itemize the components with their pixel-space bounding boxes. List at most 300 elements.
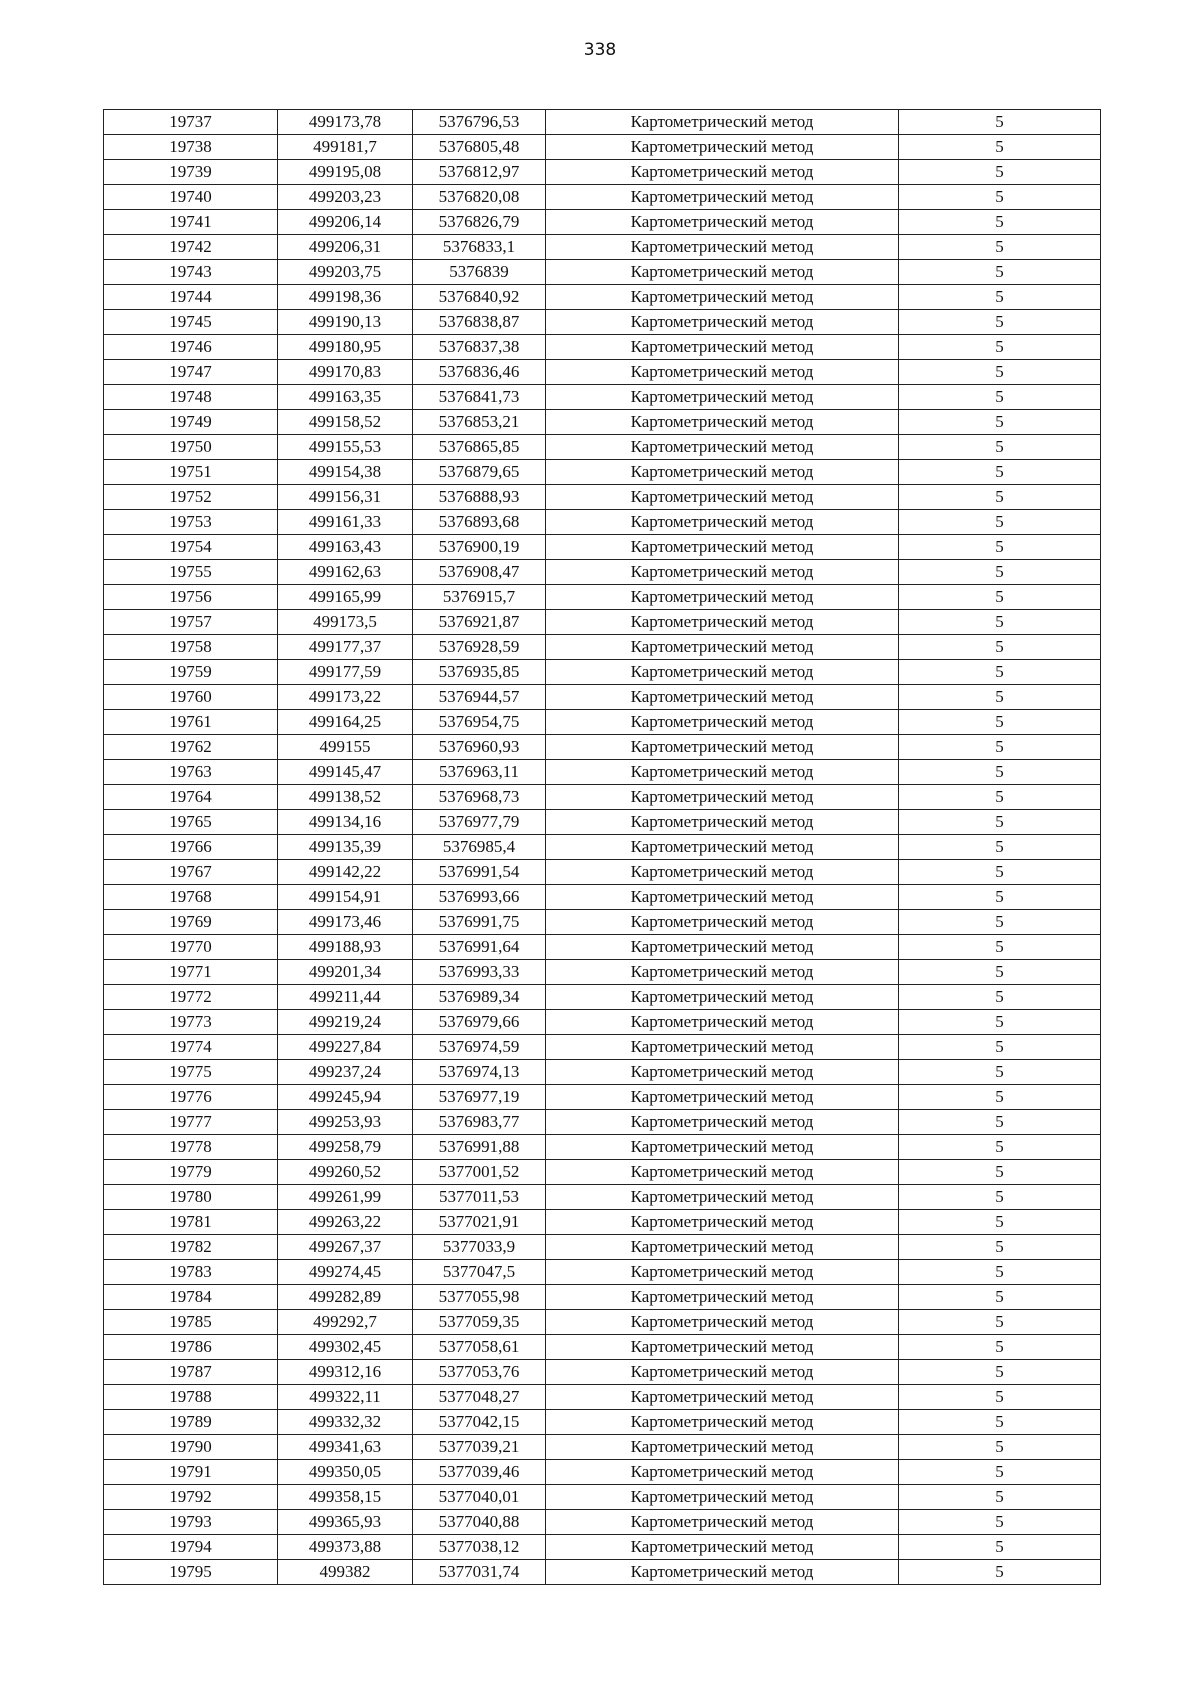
method-cell: Картометрический метод	[546, 635, 899, 660]
x-coordinate-cell: 499365,93	[278, 1510, 413, 1535]
method-cell: Картометрический метод	[546, 1060, 899, 1085]
y-coordinate-cell: 5376888,93	[413, 485, 546, 510]
x-coordinate-cell: 499158,52	[278, 410, 413, 435]
y-coordinate-cell: 5376837,38	[413, 335, 546, 360]
y-coordinate-cell: 5377055,98	[413, 1285, 546, 1310]
method-cell: Картометрический метод	[546, 685, 899, 710]
point-number-cell: 19751	[104, 460, 278, 485]
y-coordinate-cell: 5376983,77	[413, 1110, 546, 1135]
y-coordinate-cell: 5376796,53	[413, 110, 546, 135]
y-coordinate-cell: 5377039,46	[413, 1460, 546, 1485]
table-row	[104, 310, 1101, 335]
y-coordinate-cell: 5377031,74	[413, 1560, 546, 1585]
y-coordinate-cell: 5376944,57	[413, 685, 546, 710]
accuracy-cell: 5	[899, 1135, 1101, 1160]
y-coordinate-cell: 5376908,47	[413, 560, 546, 585]
table-row	[104, 1535, 1101, 1560]
y-coordinate-cell: 5377040,88	[413, 1510, 546, 1535]
table-row	[104, 885, 1101, 910]
x-coordinate-cell: 499253,93	[278, 1110, 413, 1135]
accuracy-cell: 5	[899, 760, 1101, 785]
point-number-cell: 19773	[104, 1010, 278, 1035]
table-row	[104, 1460, 1101, 1485]
table-row	[104, 935, 1101, 960]
accuracy-cell: 5	[899, 1335, 1101, 1360]
x-coordinate-cell: 499219,24	[278, 1010, 413, 1035]
x-coordinate-cell: 499154,38	[278, 460, 413, 485]
accuracy-cell: 5	[899, 710, 1101, 735]
accuracy-cell: 5	[899, 210, 1101, 235]
method-cell: Картометрический метод	[546, 510, 899, 535]
accuracy-cell: 5	[899, 1310, 1101, 1335]
accuracy-cell: 5	[899, 1385, 1101, 1410]
y-coordinate-cell: 5377058,61	[413, 1335, 546, 1360]
table-row	[104, 660, 1101, 685]
point-number-cell: 19785	[104, 1310, 278, 1335]
y-coordinate-cell: 5376820,08	[413, 185, 546, 210]
point-number-cell: 19771	[104, 960, 278, 985]
point-number-cell: 19746	[104, 335, 278, 360]
x-coordinate-cell: 499173,78	[278, 110, 413, 135]
accuracy-cell: 5	[899, 1010, 1101, 1035]
y-coordinate-cell: 5376963,11	[413, 760, 546, 785]
x-coordinate-cell: 499161,33	[278, 510, 413, 535]
x-coordinate-cell: 499170,83	[278, 360, 413, 385]
x-coordinate-cell: 499198,36	[278, 285, 413, 310]
method-cell: Картометрический метод	[546, 610, 899, 635]
x-coordinate-cell: 499173,22	[278, 685, 413, 710]
x-coordinate-cell: 499155	[278, 735, 413, 760]
point-number-cell: 19791	[104, 1460, 278, 1485]
method-cell: Картометрический метод	[546, 760, 899, 785]
table-row	[104, 1510, 1101, 1535]
point-number-cell: 19778	[104, 1135, 278, 1160]
method-cell: Картометрический метод	[546, 735, 899, 760]
method-cell: Картометрический метод	[546, 785, 899, 810]
x-coordinate-cell: 499145,47	[278, 760, 413, 785]
point-number-cell: 19795	[104, 1560, 278, 1585]
method-cell: Картометрический метод	[546, 1135, 899, 1160]
method-cell: Картометрический метод	[546, 310, 899, 335]
point-number-cell: 19741	[104, 210, 278, 235]
y-coordinate-cell: 5376915,7	[413, 585, 546, 610]
y-coordinate-cell: 5377053,76	[413, 1360, 546, 1385]
method-cell: Картометрический метод	[546, 1085, 899, 1110]
point-number-cell: 19745	[104, 310, 278, 335]
table-row	[104, 110, 1101, 135]
point-number-cell: 19777	[104, 1110, 278, 1135]
method-cell: Картометрический метод	[546, 410, 899, 435]
y-coordinate-cell: 5377011,53	[413, 1185, 546, 1210]
table-row	[104, 160, 1101, 185]
y-coordinate-cell: 5377038,12	[413, 1535, 546, 1560]
y-coordinate-cell: 5377042,15	[413, 1410, 546, 1435]
accuracy-cell: 5	[899, 685, 1101, 710]
y-coordinate-cell: 5376968,73	[413, 785, 546, 810]
y-coordinate-cell: 5376991,54	[413, 860, 546, 885]
y-coordinate-cell: 5377039,21	[413, 1435, 546, 1460]
point-number-cell: 19740	[104, 185, 278, 210]
method-cell: Картометрический метод	[546, 660, 899, 685]
x-coordinate-cell: 499237,24	[278, 1060, 413, 1085]
x-coordinate-cell: 499142,22	[278, 860, 413, 885]
x-coordinate-cell: 499206,31	[278, 235, 413, 260]
point-number-cell: 19784	[104, 1285, 278, 1310]
method-cell: Картометрический метод	[546, 1535, 899, 1560]
accuracy-cell: 5	[899, 1535, 1101, 1560]
table-row	[104, 460, 1101, 485]
method-cell: Картометрический метод	[546, 1485, 899, 1510]
y-coordinate-cell: 5376900,19	[413, 535, 546, 560]
accuracy-cell: 5	[899, 1510, 1101, 1535]
x-coordinate-cell: 499373,88	[278, 1535, 413, 1560]
accuracy-cell: 5	[899, 610, 1101, 635]
method-cell: Картометрический метод	[546, 885, 899, 910]
accuracy-cell: 5	[899, 1485, 1101, 1510]
method-cell: Картометрический метод	[546, 135, 899, 160]
point-number-cell: 19770	[104, 935, 278, 960]
table-row	[104, 785, 1101, 810]
accuracy-cell: 5	[899, 1360, 1101, 1385]
table-row	[104, 760, 1101, 785]
table-row	[104, 1160, 1101, 1185]
y-coordinate-cell: 5376839	[413, 260, 546, 285]
x-coordinate-cell: 499163,43	[278, 535, 413, 560]
x-coordinate-cell: 499211,44	[278, 985, 413, 1010]
method-cell: Картометрический метод	[546, 460, 899, 485]
x-coordinate-cell: 499156,31	[278, 485, 413, 510]
accuracy-cell: 5	[899, 1160, 1101, 1185]
point-number-cell: 19772	[104, 985, 278, 1010]
accuracy-cell: 5	[899, 1085, 1101, 1110]
table-row	[104, 1210, 1101, 1235]
y-coordinate-cell: 5376879,65	[413, 460, 546, 485]
accuracy-cell: 5	[899, 860, 1101, 885]
point-number-cell: 19755	[104, 560, 278, 585]
point-number-cell: 19738	[104, 135, 278, 160]
accuracy-cell: 5	[899, 185, 1101, 210]
table-row	[104, 1235, 1101, 1260]
method-cell: Картометрический метод	[546, 910, 899, 935]
table-row	[104, 210, 1101, 235]
table-row	[104, 735, 1101, 760]
accuracy-cell: 5	[899, 835, 1101, 860]
point-number-cell: 19739	[104, 160, 278, 185]
table-row	[104, 185, 1101, 210]
table-row	[104, 960, 1101, 985]
table-row	[104, 1260, 1101, 1285]
accuracy-cell: 5	[899, 1035, 1101, 1060]
table-row	[104, 635, 1101, 660]
table-row	[104, 1135, 1101, 1160]
method-cell: Картометрический метод	[546, 210, 899, 235]
x-coordinate-cell: 499322,11	[278, 1385, 413, 1410]
point-number-cell: 19768	[104, 885, 278, 910]
y-coordinate-cell: 5376838,87	[413, 310, 546, 335]
accuracy-cell: 5	[899, 960, 1101, 985]
method-cell: Картометрический метод	[546, 1510, 899, 1535]
x-coordinate-cell: 499190,13	[278, 310, 413, 335]
accuracy-cell: 5	[899, 1560, 1101, 1585]
method-cell: Картометрический метод	[546, 110, 899, 135]
x-coordinate-cell: 499263,22	[278, 1210, 413, 1235]
accuracy-cell: 5	[899, 435, 1101, 460]
accuracy-cell: 5	[899, 985, 1101, 1010]
table-row	[104, 610, 1101, 635]
table-row	[104, 1360, 1101, 1385]
point-number-cell: 19757	[104, 610, 278, 635]
y-coordinate-cell: 5376833,1	[413, 235, 546, 260]
point-number-cell: 19754	[104, 535, 278, 560]
x-coordinate-cell: 499332,32	[278, 1410, 413, 1435]
x-coordinate-cell: 499258,79	[278, 1135, 413, 1160]
x-coordinate-cell: 499350,05	[278, 1460, 413, 1485]
x-coordinate-cell: 499154,91	[278, 885, 413, 910]
x-coordinate-cell: 499195,08	[278, 160, 413, 185]
accuracy-cell: 5	[899, 160, 1101, 185]
method-cell: Картометрический метод	[546, 1110, 899, 1135]
table-row	[104, 335, 1101, 360]
x-coordinate-cell: 499164,25	[278, 710, 413, 735]
method-cell: Картометрический метод	[546, 185, 899, 210]
accuracy-cell: 5	[899, 735, 1101, 760]
y-coordinate-cell: 5377040,01	[413, 1485, 546, 1510]
accuracy-cell: 5	[899, 935, 1101, 960]
y-coordinate-cell: 5376991,64	[413, 935, 546, 960]
table-row	[104, 1010, 1101, 1035]
y-coordinate-cell: 5376979,66	[413, 1010, 546, 1035]
point-number-cell: 19776	[104, 1085, 278, 1110]
point-number-cell: 19743	[104, 260, 278, 285]
y-coordinate-cell: 5376853,21	[413, 410, 546, 435]
point-number-cell: 19762	[104, 735, 278, 760]
table-row	[104, 435, 1101, 460]
x-coordinate-cell: 499134,16	[278, 810, 413, 835]
point-number-cell: 19750	[104, 435, 278, 460]
accuracy-cell: 5	[899, 660, 1101, 685]
accuracy-cell: 5	[899, 310, 1101, 335]
table-row	[104, 810, 1101, 835]
point-number-cell: 19760	[104, 685, 278, 710]
point-number-cell: 19747	[104, 360, 278, 385]
x-coordinate-cell: 499177,59	[278, 660, 413, 685]
point-number-cell: 19767	[104, 860, 278, 885]
y-coordinate-cell: 5376993,33	[413, 960, 546, 985]
accuracy-cell: 5	[899, 585, 1101, 610]
table-row	[104, 1335, 1101, 1360]
method-cell: Картометрический метод	[546, 960, 899, 985]
point-number-cell: 19749	[104, 410, 278, 435]
method-cell: Картометрический метод	[546, 335, 899, 360]
point-number-cell: 19748	[104, 385, 278, 410]
y-coordinate-cell: 5377048,27	[413, 1385, 546, 1410]
accuracy-cell: 5	[899, 260, 1101, 285]
method-cell: Картометрический метод	[546, 260, 899, 285]
accuracy-cell: 5	[899, 1410, 1101, 1435]
point-number-cell: 19793	[104, 1510, 278, 1535]
method-cell: Картометрический метод	[546, 1335, 899, 1360]
method-cell: Картометрический метод	[546, 1285, 899, 1310]
y-coordinate-cell: 5376921,87	[413, 610, 546, 635]
point-number-cell: 19753	[104, 510, 278, 535]
x-coordinate-cell: 499282,89	[278, 1285, 413, 1310]
point-number-cell: 19765	[104, 810, 278, 835]
table-row	[104, 1410, 1101, 1435]
x-coordinate-cell: 499162,63	[278, 560, 413, 585]
y-coordinate-cell: 5376812,97	[413, 160, 546, 185]
accuracy-cell: 5	[899, 235, 1101, 260]
y-coordinate-cell: 5377033,9	[413, 1235, 546, 1260]
y-coordinate-cell: 5376840,92	[413, 285, 546, 310]
y-coordinate-cell: 5376928,59	[413, 635, 546, 660]
y-coordinate-cell: 5377001,52	[413, 1160, 546, 1185]
method-cell: Картометрический метод	[546, 285, 899, 310]
point-number-cell: 19761	[104, 710, 278, 735]
y-coordinate-cell: 5376826,79	[413, 210, 546, 235]
y-coordinate-cell: 5376993,66	[413, 885, 546, 910]
page-number: 338	[583, 40, 617, 60]
accuracy-cell: 5	[899, 785, 1101, 810]
accuracy-cell: 5	[899, 560, 1101, 585]
point-number-cell: 19763	[104, 760, 278, 785]
y-coordinate-cell: 5376841,73	[413, 385, 546, 410]
method-cell: Картометрический метод	[546, 385, 899, 410]
y-coordinate-cell: 5376977,79	[413, 810, 546, 835]
table-row	[104, 410, 1101, 435]
table-row	[104, 710, 1101, 735]
point-number-cell: 19787	[104, 1360, 278, 1385]
x-coordinate-cell: 499181,7	[278, 135, 413, 160]
x-coordinate-cell: 499173,46	[278, 910, 413, 935]
method-cell: Картометрический метод	[546, 485, 899, 510]
point-number-cell: 19758	[104, 635, 278, 660]
accuracy-cell: 5	[899, 1260, 1101, 1285]
method-cell: Картометрический метод	[546, 360, 899, 385]
method-cell: Картометрический метод	[546, 560, 899, 585]
point-number-cell: 19794	[104, 1535, 278, 1560]
y-coordinate-cell: 5376991,75	[413, 910, 546, 935]
accuracy-cell: 5	[899, 385, 1101, 410]
y-coordinate-cell: 5376954,75	[413, 710, 546, 735]
method-cell: Картометрический метод	[546, 1460, 899, 1485]
table-row	[104, 485, 1101, 510]
table-row	[104, 1385, 1101, 1410]
method-cell: Картометрический метод	[546, 535, 899, 560]
point-number-cell: 19737	[104, 110, 278, 135]
x-coordinate-cell: 499206,14	[278, 210, 413, 235]
x-coordinate-cell: 499382	[278, 1560, 413, 1585]
x-coordinate-cell: 499260,52	[278, 1160, 413, 1185]
table-row	[104, 360, 1101, 385]
table-row	[104, 1310, 1101, 1335]
x-coordinate-cell: 499177,37	[278, 635, 413, 660]
point-number-cell: 19782	[104, 1235, 278, 1260]
y-coordinate-cell: 5377047,5	[413, 1260, 546, 1285]
method-cell: Картометрический метод	[546, 935, 899, 960]
y-coordinate-cell: 5376893,68	[413, 510, 546, 535]
table-row	[104, 560, 1101, 585]
accuracy-cell: 5	[899, 535, 1101, 560]
method-cell: Картометрический метод	[546, 1160, 899, 1185]
accuracy-cell: 5	[899, 635, 1101, 660]
method-cell: Картометрический метод	[546, 1035, 899, 1060]
table-row	[104, 1485, 1101, 1510]
accuracy-cell: 5	[899, 885, 1101, 910]
accuracy-cell: 5	[899, 1210, 1101, 1235]
point-number-cell: 19783	[104, 1260, 278, 1285]
point-number-cell: 19775	[104, 1060, 278, 1085]
accuracy-cell: 5	[899, 1185, 1101, 1210]
x-coordinate-cell: 499227,84	[278, 1035, 413, 1060]
x-coordinate-cell: 499155,53	[278, 435, 413, 460]
point-number-cell: 19786	[104, 1335, 278, 1360]
point-number-cell: 19769	[104, 910, 278, 935]
table-row	[104, 1110, 1101, 1135]
table-row	[104, 385, 1101, 410]
point-number-cell: 19781	[104, 1210, 278, 1235]
accuracy-cell: 5	[899, 460, 1101, 485]
method-cell: Картометрический метод	[546, 1260, 899, 1285]
y-coordinate-cell: 5376974,13	[413, 1060, 546, 1085]
point-number-cell: 19779	[104, 1160, 278, 1185]
y-coordinate-cell: 5376836,46	[413, 360, 546, 385]
y-coordinate-cell: 5376960,93	[413, 735, 546, 760]
x-coordinate-cell: 499173,5	[278, 610, 413, 635]
table-row	[104, 910, 1101, 935]
table-row	[104, 1560, 1101, 1585]
accuracy-cell: 5	[899, 335, 1101, 360]
point-number-cell: 19764	[104, 785, 278, 810]
point-number-cell: 19766	[104, 835, 278, 860]
x-coordinate-cell: 499163,35	[278, 385, 413, 410]
x-coordinate-cell: 499274,45	[278, 1260, 413, 1285]
method-cell: Картометрический метод	[546, 1435, 899, 1460]
point-number-cell: 19790	[104, 1435, 278, 1460]
y-coordinate-cell: 5376935,85	[413, 660, 546, 685]
y-coordinate-cell: 5376974,59	[413, 1035, 546, 1060]
accuracy-cell: 5	[899, 1285, 1101, 1310]
x-coordinate-cell: 499302,45	[278, 1335, 413, 1360]
x-coordinate-cell: 499341,63	[278, 1435, 413, 1460]
accuracy-cell: 5	[899, 285, 1101, 310]
point-number-cell: 19744	[104, 285, 278, 310]
table-row	[104, 260, 1101, 285]
point-number-cell: 19788	[104, 1385, 278, 1410]
y-coordinate-cell: 5376805,48	[413, 135, 546, 160]
accuracy-cell: 5	[899, 510, 1101, 535]
point-number-cell: 19789	[104, 1410, 278, 1435]
method-cell: Картометрический метод	[546, 160, 899, 185]
table-row	[104, 860, 1101, 885]
table-row	[104, 135, 1101, 160]
accuracy-cell: 5	[899, 360, 1101, 385]
coordinates-table	[103, 109, 1101, 1585]
method-cell: Картометрический метод	[546, 235, 899, 260]
accuracy-cell: 5	[899, 1235, 1101, 1260]
method-cell: Картометрический метод	[546, 985, 899, 1010]
table-row	[104, 1185, 1101, 1210]
y-coordinate-cell: 5376989,34	[413, 985, 546, 1010]
method-cell: Картометрический метод	[546, 1185, 899, 1210]
accuracy-cell: 5	[899, 135, 1101, 160]
table-row	[104, 535, 1101, 560]
table-row	[104, 1085, 1101, 1110]
x-coordinate-cell: 499201,34	[278, 960, 413, 985]
table-row	[104, 235, 1101, 260]
x-coordinate-cell: 499138,52	[278, 785, 413, 810]
accuracy-cell: 5	[899, 1110, 1101, 1135]
method-cell: Картометрический метод	[546, 1010, 899, 1035]
